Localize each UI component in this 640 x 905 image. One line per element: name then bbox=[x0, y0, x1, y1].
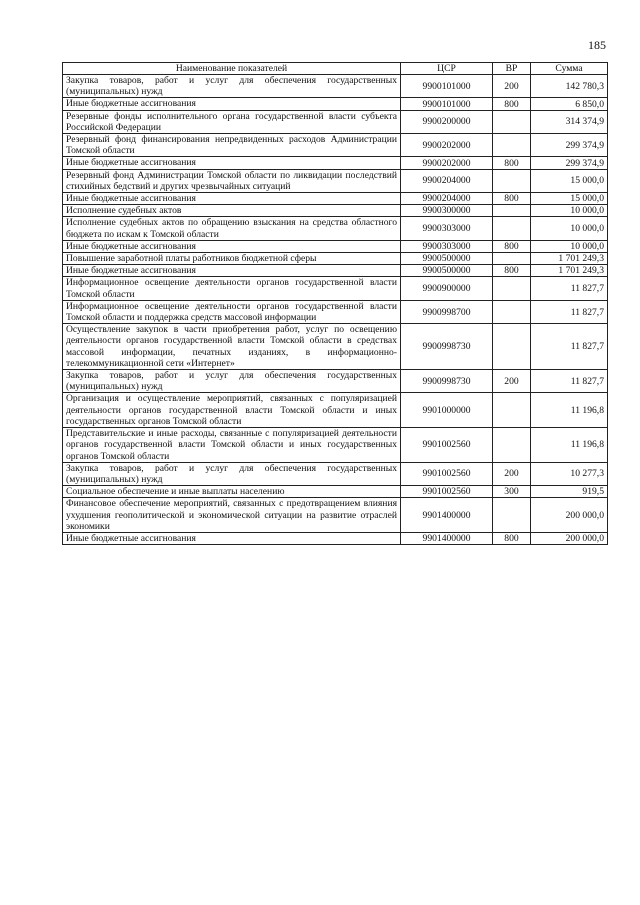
row-vr bbox=[493, 498, 531, 533]
row-name: Организация и осуществление мероприятий, связанных с популяризацией деятельности органов государственной власти Томской области и иных государственных органов Томской области bbox=[63, 393, 401, 428]
row-name: Иные бюджетные ассигнования bbox=[63, 193, 401, 205]
row-name: Социальное обеспечение и иные выплаты населению bbox=[63, 486, 401, 498]
row-csr: 9900500000 bbox=[401, 253, 493, 265]
row-csr: 9901002560 bbox=[401, 486, 493, 498]
row-vr bbox=[493, 324, 531, 370]
row-vr bbox=[493, 110, 531, 133]
table-row bbox=[63, 157, 608, 169]
table-row bbox=[63, 324, 608, 370]
row-csr: 9901000000 bbox=[401, 393, 493, 428]
row-sum: 10 000,0 bbox=[531, 205, 608, 217]
row-name: Осуществление закупок в части приобретения работ, услуг по освещению деятельности органов государственной власти Томской области в средствах массовой информации, печатных изданиях, в информационно-телекоммуникационной сети «Интернет» bbox=[63, 324, 401, 370]
table-row bbox=[63, 532, 608, 544]
table-row bbox=[63, 110, 608, 133]
row-sum: 15 000,0 bbox=[531, 193, 608, 205]
row-sum: 15 000,0 bbox=[531, 169, 608, 192]
row-name: Резервный фонд финансирования непредвиденных расходов Администрации Томской области bbox=[63, 134, 401, 157]
row-sum: 299 374,9 bbox=[531, 134, 608, 157]
row-csr: 9900303000 bbox=[401, 240, 493, 252]
row-sum: 299 374,9 bbox=[531, 157, 608, 169]
row-sum: 11 827,7 bbox=[531, 300, 608, 323]
row-csr: 9901002560 bbox=[401, 428, 493, 463]
row-vr bbox=[493, 205, 531, 217]
row-csr: 9900500000 bbox=[401, 265, 493, 277]
row-name: Иные бюджетные ассигнования bbox=[63, 98, 401, 110]
row-csr: 9900303000 bbox=[401, 217, 493, 240]
row-vr bbox=[493, 134, 531, 157]
row-name: Представительские и иные расходы, связанные с популяризацией деятельности органов государственной власти Томской области и иных государственных органов Томской области bbox=[63, 428, 401, 463]
row-vr: 200 bbox=[493, 75, 531, 98]
row-name: Закупка товаров, работ и услуг для обеспечения государственных (муниципальных) нужд bbox=[63, 462, 401, 485]
row-vr bbox=[493, 300, 531, 323]
row-name: Финансовое обеспечение мероприятий, связанных с предотвращением влияния ухудшения геополитической и экономической ситуации на развитие отраслей экономики bbox=[63, 498, 401, 533]
row-name: Информационное освещение деятельности органов государственной власти Томской области и поддержка средств массовой информации bbox=[63, 300, 401, 323]
row-vr: 200 bbox=[493, 462, 531, 485]
row-sum: 11 196,8 bbox=[531, 428, 608, 463]
table-row bbox=[63, 370, 608, 393]
row-name: Иные бюджетные ассигнования bbox=[63, 265, 401, 277]
row-csr: 9900202000 bbox=[401, 157, 493, 169]
table-row bbox=[63, 169, 608, 192]
row-sum: 10 277,3 bbox=[531, 462, 608, 485]
table-row bbox=[63, 277, 608, 300]
row-name: Исполнение судебных актов по обращению взыскания на средства областного бюджета по искам к Томской области bbox=[63, 217, 401, 240]
row-sum: 314 374,9 bbox=[531, 110, 608, 133]
row-name: Исполнение судебных актов bbox=[63, 205, 401, 217]
row-sum: 6 850,0 bbox=[531, 98, 608, 110]
row-sum: 1 701 249,3 bbox=[531, 265, 608, 277]
row-sum: 1 701 249,3 bbox=[531, 253, 608, 265]
row-csr: 9901002560 bbox=[401, 462, 493, 485]
row-name: Иные бюджетные ассигнования bbox=[63, 532, 401, 544]
row-name: Закупка товаров, работ и услуг для обеспечения государственных (муниципальных) нужд bbox=[63, 75, 401, 98]
row-name: Повышение заработной платы работников бюджетной сферы bbox=[63, 253, 401, 265]
row-csr: 9901400000 bbox=[401, 532, 493, 544]
table-row bbox=[63, 265, 608, 277]
table-row bbox=[63, 240, 608, 252]
table-row bbox=[63, 498, 608, 533]
row-vr: 800 bbox=[493, 98, 531, 110]
table-row bbox=[63, 486, 608, 498]
row-name: Иные бюджетные ассигнования bbox=[63, 157, 401, 169]
row-csr: 9900202000 bbox=[401, 134, 493, 157]
budget-table bbox=[62, 62, 608, 545]
row-sum: 11 196,8 bbox=[531, 393, 608, 428]
row-vr: 800 bbox=[493, 265, 531, 277]
table-row bbox=[63, 98, 608, 110]
row-csr: 9900998730 bbox=[401, 370, 493, 393]
table-row bbox=[63, 217, 608, 240]
row-csr: 9900204000 bbox=[401, 193, 493, 205]
row-name: Резервные фонды исполнительного органа государственной власти субъекта Российской Федерации bbox=[63, 110, 401, 133]
row-name: Иные бюджетные ассигнования bbox=[63, 240, 401, 252]
table-header-row bbox=[63, 63, 608, 75]
table-row bbox=[63, 300, 608, 323]
row-vr: 800 bbox=[493, 193, 531, 205]
table-row bbox=[63, 75, 608, 98]
row-csr: 9901400000 bbox=[401, 498, 493, 533]
header-name: Наименование показателей bbox=[63, 63, 401, 75]
row-sum: 10 000,0 bbox=[531, 217, 608, 240]
row-sum: 200 000,0 bbox=[531, 498, 608, 533]
row-vr bbox=[493, 428, 531, 463]
row-csr: 9900998730 bbox=[401, 324, 493, 370]
table-row bbox=[63, 253, 608, 265]
header-vr: ВР bbox=[493, 63, 531, 75]
row-sum: 200 000,0 bbox=[531, 532, 608, 544]
row-sum: 10 000,0 bbox=[531, 240, 608, 252]
row-vr bbox=[493, 277, 531, 300]
row-sum: 11 827,7 bbox=[531, 277, 608, 300]
row-vr bbox=[493, 217, 531, 240]
row-csr: 9900900000 bbox=[401, 277, 493, 300]
header-sum: Сумма bbox=[531, 63, 608, 75]
row-vr: 800 bbox=[493, 532, 531, 544]
row-csr: 9900101000 bbox=[401, 98, 493, 110]
row-csr: 9900204000 bbox=[401, 169, 493, 192]
table-row bbox=[63, 393, 608, 428]
row-sum: 142 780,3 bbox=[531, 75, 608, 98]
row-name: Закупка товаров, работ и услуг для обеспечения государственных (муниципальных) нужд bbox=[63, 370, 401, 393]
row-vr bbox=[493, 169, 531, 192]
row-vr: 300 bbox=[493, 486, 531, 498]
table-row bbox=[63, 462, 608, 485]
row-sum: 11 827,7 bbox=[531, 324, 608, 370]
row-csr: 9900998700 bbox=[401, 300, 493, 323]
row-name: Информационное освещение деятельности органов государственной власти Томской области bbox=[63, 277, 401, 300]
page-number: 185 bbox=[588, 38, 606, 52]
table-row bbox=[63, 428, 608, 463]
row-name: Резервный фонд Администрации Томской области по ликвидации последствий стихийных бедствий и других чрезвычайных ситуаций bbox=[63, 169, 401, 192]
row-vr bbox=[493, 253, 531, 265]
row-csr: 9900200000 bbox=[401, 110, 493, 133]
table-row bbox=[63, 193, 608, 205]
row-vr bbox=[493, 393, 531, 428]
row-vr: 200 bbox=[493, 370, 531, 393]
table-row bbox=[63, 205, 608, 217]
row-csr: 9900101000 bbox=[401, 75, 493, 98]
header-csr: ЦСР bbox=[401, 63, 493, 75]
row-sum: 919,5 bbox=[531, 486, 608, 498]
table-row bbox=[63, 134, 608, 157]
row-vr: 800 bbox=[493, 157, 531, 169]
row-csr: 9900300000 bbox=[401, 205, 493, 217]
row-sum: 11 827,7 bbox=[531, 370, 608, 393]
row-vr: 800 bbox=[493, 240, 531, 252]
